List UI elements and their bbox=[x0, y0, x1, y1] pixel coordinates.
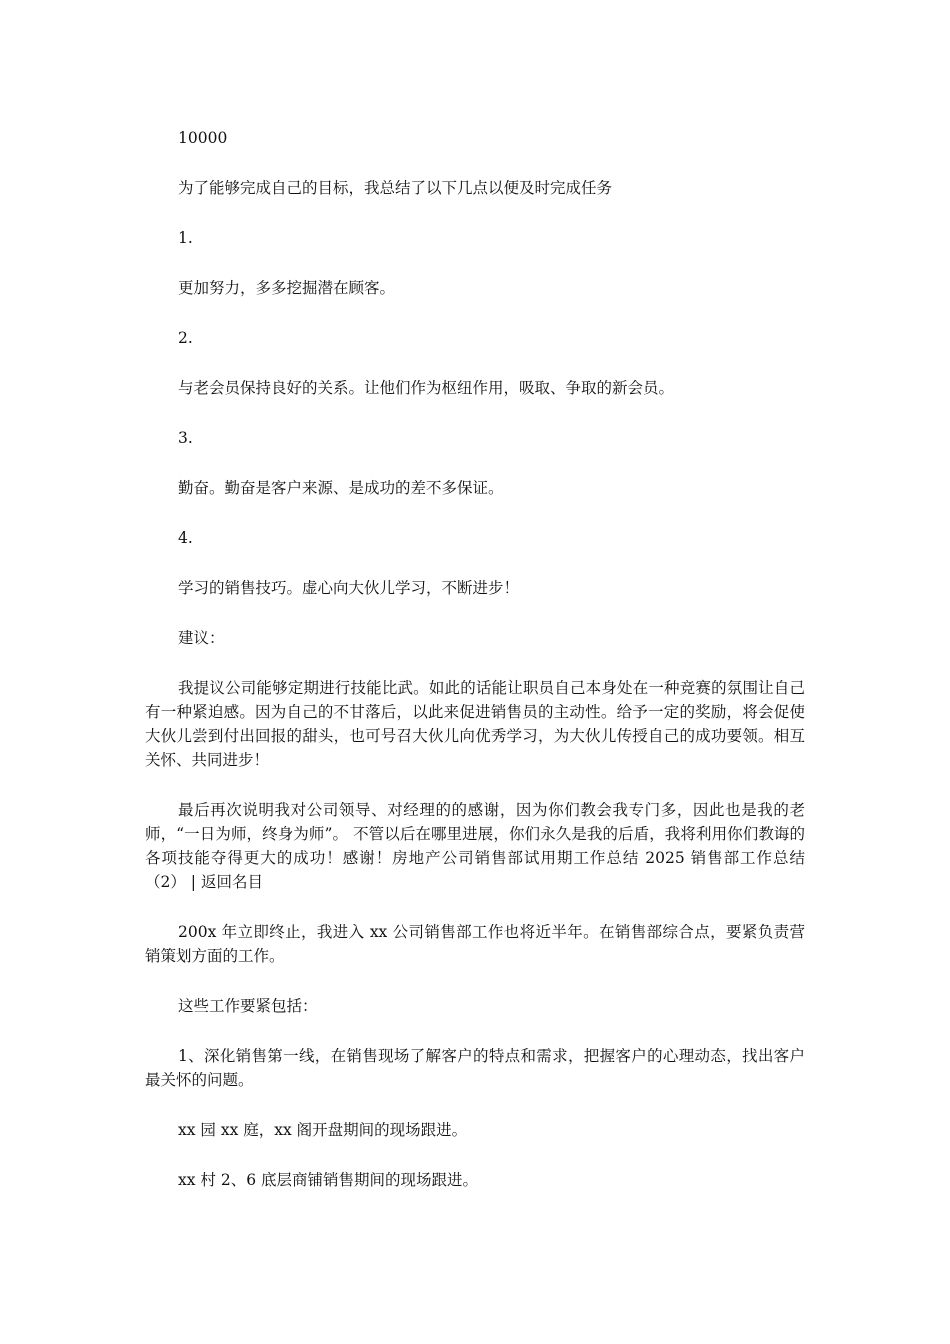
paragraph-followup-2: xx 村 2、6 底层商铺销售期间的现场跟进。 bbox=[178, 1171, 478, 1189]
paragraph-work-item-1: 1、深化销售第一线，在销售现场了解客户的特点和需求，把握客户的心理动态，找出客户最关怀的问题。 bbox=[145, 1047, 805, 1089]
list-item-4: 学习的销售技巧。虚心向大伙儿学习，不断进步！ bbox=[178, 579, 520, 597]
list-number-1: 1. bbox=[178, 229, 193, 247]
paragraph-work-includes: 这些工作要紧包括： bbox=[178, 997, 318, 1015]
list-number-3: 3. bbox=[178, 429, 193, 447]
paragraph-target-number: 10000 bbox=[178, 129, 228, 147]
document-body bbox=[145, 126, 805, 1218]
list-item-1: 更加努力，多多挖掘潜在顾客。 bbox=[178, 279, 396, 297]
paragraph-second-summary-intro: 200x 年立即终止，我进入 xx 公司销售部工作也将近半年。在销售部综合点，要紧负责营销策划方面的工作。 bbox=[145, 923, 805, 965]
paragraph-followup-1: xx 园 xx 庭，xx 阁开盘期间的现场跟进。 bbox=[178, 1121, 468, 1139]
list-item-3: 勤奋。勤奋是客户来源、是成功的差不多保证。 bbox=[178, 479, 504, 497]
list-number-2: 2. bbox=[178, 329, 193, 347]
paragraph-intro: 为了能够完成自己的目标，我总结了以下几点以便及时完成任务 bbox=[178, 179, 613, 197]
list-item-2: 与老会员保持良好的关系。让他们作为枢纽作用，吸取、争取的新会员。 bbox=[178, 379, 675, 397]
paragraph-suggestion: 我提议公司能够定期进行技能比武。如此的话能让职员自己本身处在一种竞赛的氛围让自己有一种紧迫感。因为自己的不甘落后，以此来促进销售员的主动性。给予一定的奖励，将会促使大伙儿尝到付出回报的甜头，也可号召大伙儿向优秀学习，为大伙儿传授自己的成功要领。相互关怀、共同进步！ bbox=[145, 679, 805, 769]
list-number-4: 4. bbox=[178, 529, 193, 547]
section-heading-suggestion: 建议： bbox=[178, 629, 225, 647]
paragraph-thanks: 最后再次说明我对公司领导、对经理的的感谢，因为你们教会我专门多，因此也是我的老师，“一日为师，终身为师”。 不管以后在哪里进展，你们永久是我的后盾，我将利用你们教诲的各项技能夺得更大的成功！感谢！房地产公司销售部试用期工作总结 2025 销售部工作总结（2） | 返回名目 bbox=[145, 801, 805, 891]
